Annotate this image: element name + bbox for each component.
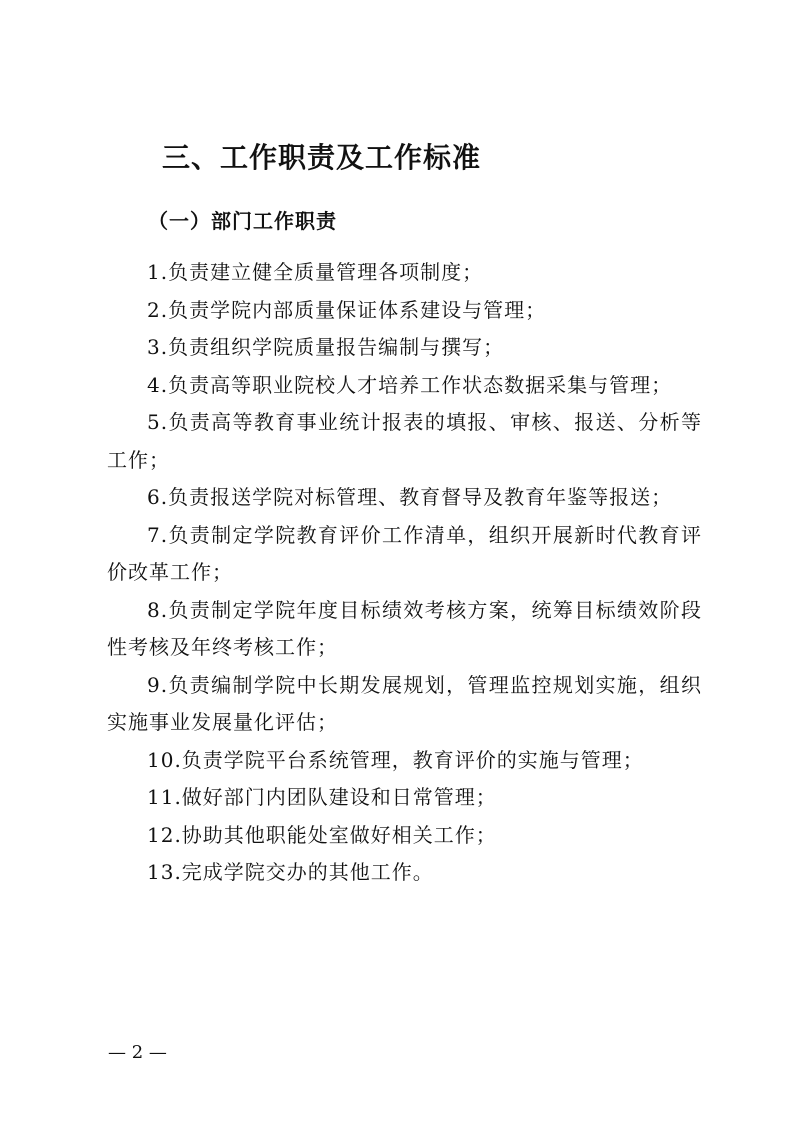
duty-item-1: 1.负责建立健全质量管理各项制度； [147, 260, 484, 284]
duty-item-4: 4.负责高等职业院校人才培养工作状态数据采集与管理； [147, 372, 673, 397]
section-heading: 三、工作职责及工作标准 [162, 141, 482, 174]
duty-item-10: 10.负责学院平台系统管理，教育评价的实施与管理； [147, 747, 644, 772]
duty-item-7: 7.负责制定学院教育评价工作清单，组织开展新时代教育评价改革工作； [107, 522, 702, 584]
duty-item-11: 11.做好部门内团队建设和日常管理； [147, 785, 497, 809]
duty-item-13: 13.完成学院交办的其他工作。 [147, 860, 434, 884]
duty-item-9: 9.负责编制学院中长期发展规划，管理监控规划实施，组织实施事业发展量化评估； [107, 672, 702, 734]
duty-item-3: 3.负责组织学院质量报告编制与撰写； [147, 335, 505, 359]
duty-list [107, 254, 702, 892]
page-number: — 2 — [108, 1042, 167, 1063]
subsection-heading: （一）部门工作职责 [148, 209, 337, 233]
duty-item-12: 12.协助其他职能处室做好相关工作； [147, 822, 497, 847]
duty-item-8: 8.负责制定学院年度目标绩效考核方案，统筹目标绩效阶段性考核及年终考核工作； [107, 597, 702, 659]
duty-item-6: 6.负责报送学院对标管理、教育督导及教育年鉴等报送； [147, 485, 673, 509]
duty-item-2: 2.负责学院内部质量保证体系建设与管理； [147, 297, 547, 322]
duty-item-5: 5.负责高等教育事业统计报表的填报、审核、报送、分析等工作； [107, 410, 702, 472]
